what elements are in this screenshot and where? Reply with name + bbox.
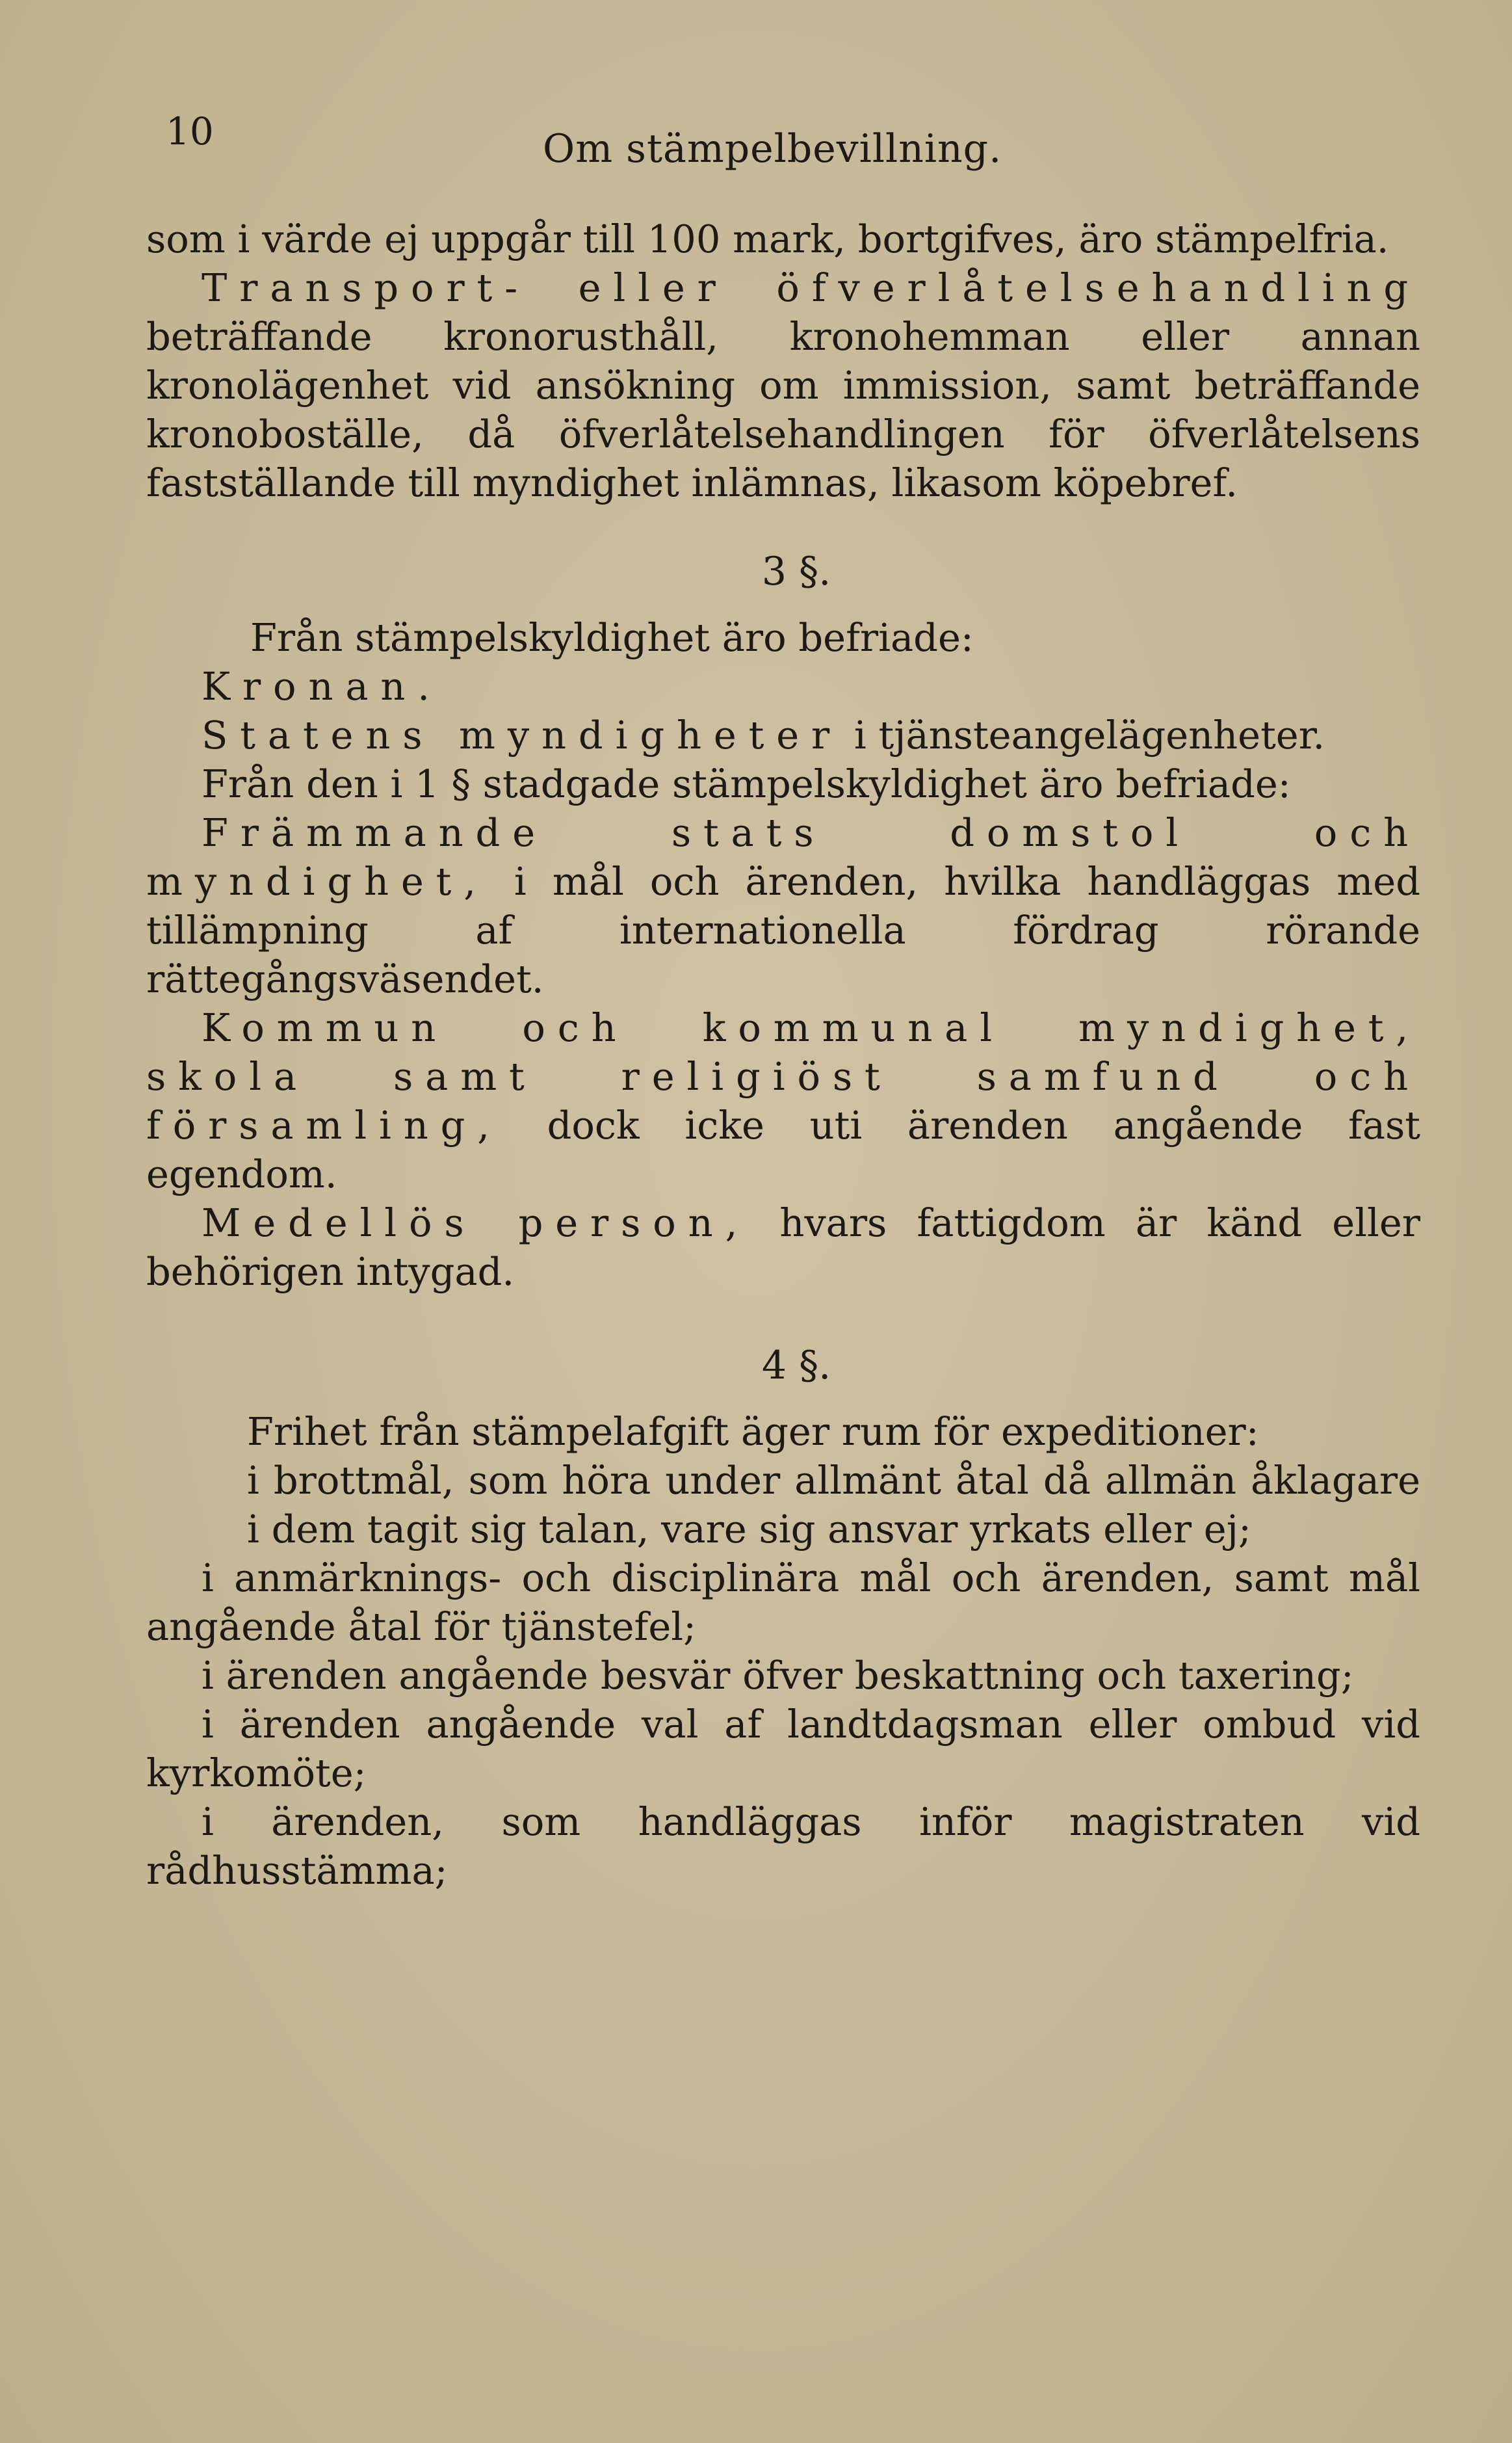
exemption-item-statens: [146, 711, 1420, 759]
exemption-item-frammande: [146, 808, 1420, 1003]
paragraph-text: dock icke uti ärenden angående fast egendom.: [146, 1103, 1420, 1196]
section4-item: i ärenden, som handläggas inför magistraten vid rådhusstämma;: [146, 1799, 1420, 1893]
section-heading-3: 3 §.: [761, 549, 831, 594]
paragraph-transport: [146, 263, 1420, 507]
section4-item: i ärenden angående val af landtdagsman eller ombud vid kyrkomöte;: [146, 1702, 1420, 1795]
section4-item: i anmärknings- och disciplinära mål och ärenden, samt mål angående åtal för tjänstefel;: [146, 1555, 1420, 1649]
paragraph-continuation: som i värde ej uppgår till 100 mark, bortgifves, äro stämpelfria.: [146, 217, 1389, 261]
paragraph-text: beträffande kronorusthåll, kronohemman eller annan kronolägenhet vid ansökning om immission, samt beträffande kronoboställe, då öfverlåtelsehandlingen för öfverlåtelsens fastställande till myndighet inlämnas, likasom köpebref.: [146, 314, 1420, 505]
page-number: 10: [166, 109, 214, 153]
paragraph-text: hvars fattigdom är känd eller behörigen intygad.: [146, 1200, 1420, 1294]
spaced-term: Kronan.: [202, 664, 442, 709]
page-header: [166, 109, 1420, 172]
spaced-term: Transport- eller öfverlåtelsehandling: [202, 265, 1420, 310]
spaced-term: Medellös person,: [202, 1200, 750, 1245]
section4-item: i ärenden angående besvär öfver beskattning och taxering;: [202, 1653, 1354, 1698]
paragraph-text: i tjänsteangelägenheter.: [842, 713, 1325, 758]
exemption-item-kommun: [146, 1003, 1420, 1198]
section-heading-4: 4 §.: [761, 1343, 831, 1388]
spaced-term: Kommun och kommunal myndighet, skola samt religiöst samfund och församling,: [146, 1005, 1420, 1148]
section4-intro: Frihet från stämpelafgift äger rum för expeditioner:: [247, 1409, 1259, 1454]
section3-intro-1: Från stämpelskyldighet äro befriade:: [250, 615, 974, 660]
exemption-item-medellos: [146, 1198, 1420, 1296]
page-body: [146, 215, 1420, 1895]
spaced-term: Främmande stats domstol och myndighet,: [146, 810, 1420, 904]
section4-item: i brottmål, som höra under allmänt åtal då allmän åklagare i dem tagit sig talan, vare sig ansvar yrkats eller ej;: [247, 1458, 1420, 1552]
exemption-item-kronan: [146, 662, 1420, 711]
spaced-term: Statens myndigheter: [202, 713, 842, 758]
paragraph-text: i mål och ärenden, hvilka handläggas med tillämpning af internationella fördrag rörande rättegångsväsendet.: [146, 859, 1420, 1001]
section3-intro-2: Från den i 1 § stadgade stämpelskyldighet äro befriade:: [202, 761, 1291, 806]
running-title: Om stämpelbevillning.: [543, 126, 1002, 172]
